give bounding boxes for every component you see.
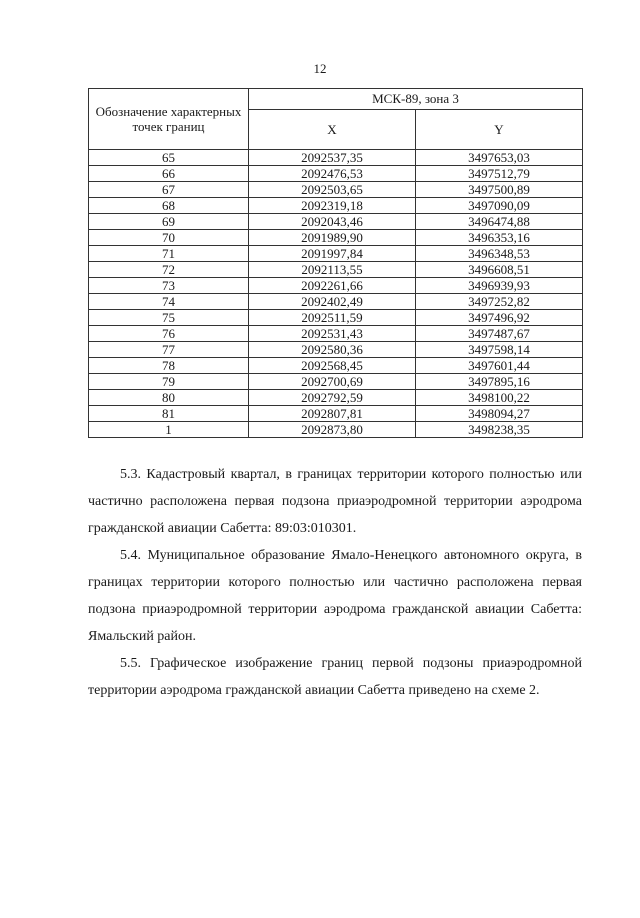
- x-cell: 2092043,46: [249, 214, 416, 230]
- coordinates-table: [88, 88, 583, 438]
- table-row: [89, 278, 583, 294]
- point-cell: 65: [89, 150, 249, 166]
- table-row: [89, 294, 583, 310]
- table-row: [89, 182, 583, 198]
- y-cell: 3496474,88: [416, 214, 583, 230]
- y-cell: 3498238,35: [416, 422, 583, 438]
- y-cell: 3496348,53: [416, 246, 583, 262]
- point-cell: 74: [89, 294, 249, 310]
- y-cell: 3496353,16: [416, 230, 583, 246]
- x-cell: 2092580,36: [249, 342, 416, 358]
- point-cell: 68: [89, 198, 249, 214]
- y-cell: 3498100,22: [416, 390, 583, 406]
- y-cell: 3497090,09: [416, 198, 583, 214]
- header-coordinate-system: МСК-89, зона 3: [249, 89, 583, 110]
- table-row: [89, 406, 583, 422]
- y-cell: 3497512,79: [416, 166, 583, 182]
- table-row: [89, 150, 583, 166]
- point-cell: 78: [89, 358, 249, 374]
- point-cell: 1: [89, 422, 249, 438]
- point-cell: 73: [89, 278, 249, 294]
- table-row: [89, 422, 583, 438]
- page-number: 12: [313, 61, 327, 76]
- y-cell: 3498094,27: [416, 406, 583, 422]
- paragraph-5-3: 5.3. Кадастровый квартал, в границах территории которого полностью или частично расположена первая подзона приаэродромной территории аэродрома гражданской авиации Сабетта: 89:03:010301.: [88, 467, 582, 536]
- y-cell: 3497598,14: [416, 342, 583, 358]
- y-cell: 3496939,93: [416, 278, 583, 294]
- x-cell: 2092511,59: [249, 310, 416, 326]
- table-row: [89, 342, 583, 358]
- y-cell: 3497252,82: [416, 294, 583, 310]
- table-row: [89, 326, 583, 342]
- point-cell: 72: [89, 262, 249, 278]
- point-cell: 71: [89, 246, 249, 262]
- table-row: [89, 198, 583, 214]
- header-point-designation: Обозначение характерных точек границ: [89, 89, 249, 150]
- point-cell: 80: [89, 390, 249, 406]
- x-cell: 2092319,18: [249, 198, 416, 214]
- y-cell: 3497601,44: [416, 358, 583, 374]
- x-cell: 2091989,90: [249, 230, 416, 246]
- table-row: [89, 262, 583, 278]
- table-row: [89, 230, 583, 246]
- table-row: [89, 390, 583, 406]
- point-cell: 75: [89, 310, 249, 326]
- x-cell: 2092261,66: [249, 278, 416, 294]
- table-row: [89, 214, 583, 230]
- y-cell: 3497895,16: [416, 374, 583, 390]
- table-header: [89, 89, 583, 150]
- y-cell: 3496608,51: [416, 262, 583, 278]
- x-cell: 2092402,49: [249, 294, 416, 310]
- table-body: [89, 150, 583, 438]
- table-row: [89, 166, 583, 182]
- paragraph-5-5: 5.5. Графическое изображение границ первой подзоны приаэродромной территории аэродрома гражданской авиации Сабетта приведено на схеме 2.: [88, 656, 582, 698]
- x-cell: 2092476,53: [249, 166, 416, 182]
- header-y: Y: [416, 110, 583, 150]
- y-cell: 3497496,92: [416, 310, 583, 326]
- x-cell: 2092568,45: [249, 358, 416, 374]
- x-cell: 2092531,43: [249, 326, 416, 342]
- header-x: X: [249, 110, 416, 150]
- point-cell: 67: [89, 182, 249, 198]
- x-cell: 2092503,65: [249, 182, 416, 198]
- x-cell: 2091997,84: [249, 246, 416, 262]
- point-cell: 81: [89, 406, 249, 422]
- x-cell: 2092113,55: [249, 262, 416, 278]
- x-cell: 2092807,81: [249, 406, 416, 422]
- point-cell: 66: [89, 166, 249, 182]
- point-cell: 77: [89, 342, 249, 358]
- point-cell: 76: [89, 326, 249, 342]
- y-cell: 3497487,67: [416, 326, 583, 342]
- table-row: [89, 358, 583, 374]
- x-cell: 2092700,69: [249, 374, 416, 390]
- point-cell: 70: [89, 230, 249, 246]
- table-row: [89, 310, 583, 326]
- table-row: [89, 246, 583, 262]
- y-cell: 3497653,03: [416, 150, 583, 166]
- point-cell: 79: [89, 374, 249, 390]
- x-cell: 2092792,59: [249, 390, 416, 406]
- x-cell: 2092537,35: [249, 150, 416, 166]
- point-cell: 69: [89, 214, 249, 230]
- y-cell: 3497500,89: [416, 182, 583, 198]
- paragraph-5-4: 5.4. Муниципальное образование Ямало-Ненецкого автономного округа, в границах территории которого полностью или частично расположена первая подзона приаэродромной территории аэродрома гражданской авиации Сабетта: Ямальский район.: [88, 548, 582, 644]
- table-row: [89, 374, 583, 390]
- x-cell: 2092873,80: [249, 422, 416, 438]
